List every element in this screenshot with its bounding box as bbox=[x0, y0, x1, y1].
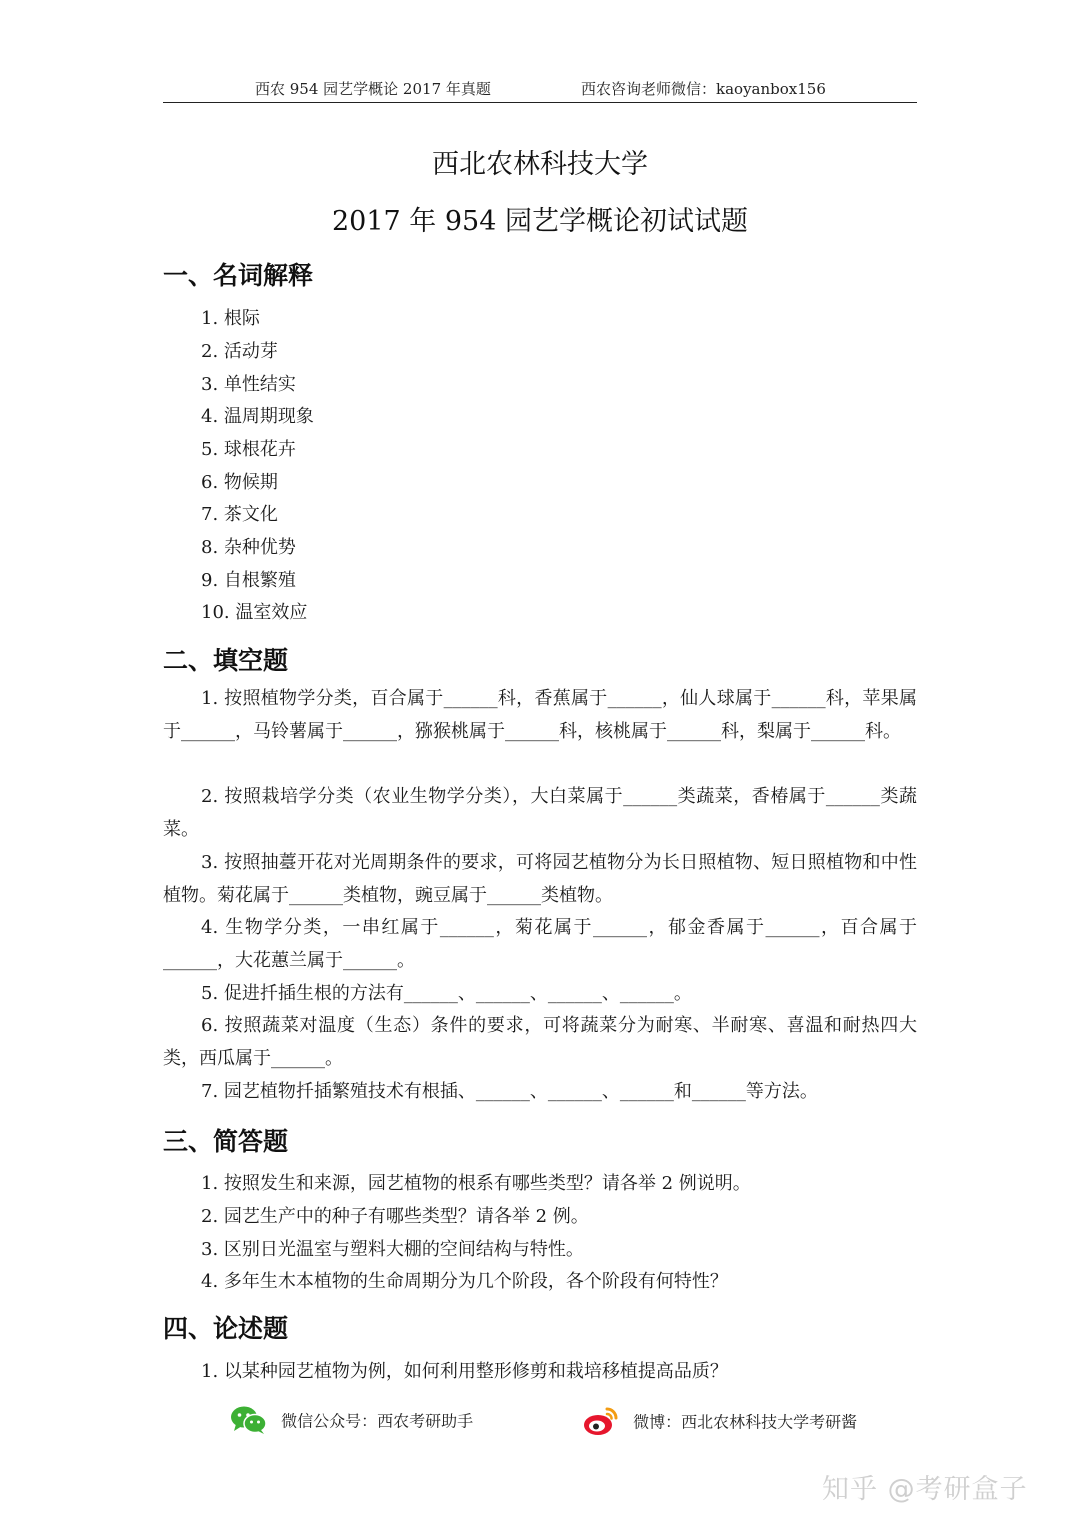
fill-blank-question: 2. 按照栽培学分类（农业生物学分类），大白菜属于______类蔬菜，香椿属于______类蔬菜。 bbox=[163, 786, 917, 840]
footer-weibo bbox=[582, 1405, 857, 1441]
zhihu-watermark: 知乎 @考研盒子 bbox=[822, 1474, 1028, 1505]
fill-blank-question: 7. 园艺植物扦插繁殖技术有根插、______、______、______和______等方法。 bbox=[201, 1081, 818, 1102]
fill-blank-question: 4. 生物学分类，一串红属于______，菊花属于______，郁金香属于______，百合属于______，大花蕙兰属于______。 bbox=[163, 917, 917, 971]
definition-item: 5. 球根花卉 bbox=[201, 439, 296, 460]
footer-wechat bbox=[230, 1405, 473, 1439]
definition-item: 6. 物候期 bbox=[201, 472, 278, 493]
section-heading-short-answer: 三、简答题 bbox=[163, 1127, 289, 1156]
definition-item: 8. 杂种优势 bbox=[201, 537, 296, 558]
definition-item: 2. 活动芽 bbox=[201, 341, 278, 362]
document-title-university: 西北农林科技大学 bbox=[432, 149, 648, 180]
definition-item: 4. 温周期现象 bbox=[201, 406, 314, 427]
definition-item: 10. 温室效应 bbox=[201, 602, 308, 623]
section-heading-fill-blank: 二、填空题 bbox=[163, 646, 289, 675]
header-right-text: 西农咨询老师微信：kaoyanbox156 bbox=[581, 80, 826, 98]
fill-blank-question: 3. 按照抽薹开花对光周期条件的要求，可将园艺植物分为长日照植物、短日照植物和中性植物。菊花属于______类植物，豌豆属于______类植物。 bbox=[163, 852, 917, 906]
short-answer-question: 1. 按照发生和来源，园艺植物的根系有哪些类型？请各举 2 例说明。 bbox=[201, 1173, 751, 1194]
definition-item: 1. 根际 bbox=[201, 308, 260, 329]
footer-weibo-text: 微博：西北农林科技大学考研酱 bbox=[633, 1412, 858, 1432]
weibo-icon bbox=[582, 1405, 620, 1441]
short-answer-question: 4. 多年生木本植物的生命周期分为几个阶段，各个阶段有何特性？ bbox=[201, 1271, 728, 1292]
section-heading-definitions: 一、名词解释 bbox=[163, 261, 314, 290]
fill-blank-question: 6. 按照蔬菜对温度（生态）条件的要求，可将蔬菜分为耐寒、半耐寒、喜温和耐热四大类，西瓜属于______。 bbox=[163, 1015, 917, 1069]
document-title-exam: 2017 年 954 园艺学概论初试试题 bbox=[332, 206, 748, 237]
footer-wechat-text: 微信公众号：西农考研助手 bbox=[281, 1411, 474, 1431]
fill-blank-question: 1. 按照植物学分类，百合属于______科，香蕉属于______，仙人球属于______科，苹果属于______，马铃薯属于______，猕猴桃属于______科，核桃属于______科，梨属于______科。 bbox=[163, 688, 917, 742]
short-answer-question: 3. 区别日光温室与塑料大棚的空间结构与特性。 bbox=[201, 1239, 584, 1260]
definition-item: 7. 茶文化 bbox=[201, 504, 278, 525]
wechat-icon bbox=[230, 1405, 268, 1439]
definition-item: 3. 单性结实 bbox=[201, 374, 296, 395]
fill-blank-question: 5. 促进扦插生根的方法有______、______、______、______。 bbox=[201, 983, 692, 1004]
definition-item: 9. 自根繁殖 bbox=[201, 570, 296, 591]
page-header bbox=[163, 78, 917, 103]
section-heading-essay: 四、论述题 bbox=[163, 1314, 289, 1343]
header-left-text: 西农 954 园艺学概论 2017 年真题 bbox=[255, 80, 491, 98]
short-answer-question: 2. 园艺生产中的种子有哪些类型？请各举 2 例。 bbox=[201, 1206, 589, 1227]
essay-question: 1. 以某种园艺植物为例，如何利用整形修剪和栽培移植提高品质？ bbox=[201, 1361, 728, 1382]
